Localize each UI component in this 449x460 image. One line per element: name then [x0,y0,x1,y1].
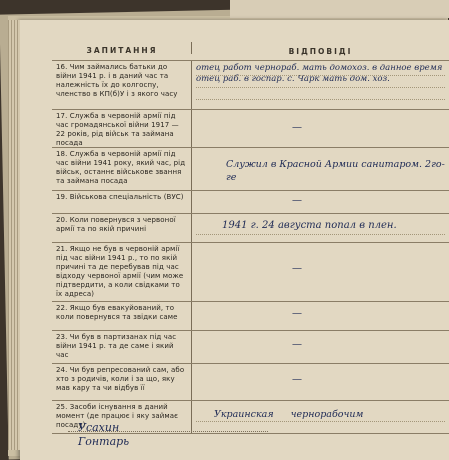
question-22: 22. Якщо був евакуйований, то коли повернувся та звідки саме [52,302,192,330]
answer-17 [192,110,449,147]
answer-24 [192,364,449,400]
question-20: 20. Коли повернувся з червоної армії та по якій причині [52,214,192,242]
questionnaire-table [52,42,449,434]
signature-name-2: Гонтарь [78,435,130,448]
next-page-edge [230,0,449,18]
answer-23 [192,331,449,363]
answer-23-text: — [292,339,302,350]
answer-18 [192,148,449,190]
table-row [52,61,449,110]
question-16: 16. Чим займались батьки до війни 1941 р. і в даний час та належність їх до колгоспу, членство в КП(б)У і з якого часу [52,61,192,109]
page-edges [8,20,20,450]
answer-16-text: отец работ чернораб. мать домохоз. в данное время отец раб. в госпар. с. Чарк мать дом. хоз. [196,63,443,84]
answer-24-text: — [292,374,302,385]
answer-22 [192,302,449,330]
table-row [52,148,449,191]
answer-19 [192,191,449,213]
table-row [52,243,449,302]
table-row [52,110,449,148]
table-row [52,191,449,214]
question-25: 25. Засоби існування в даний момент (де працює і яку займає посаду) [52,401,192,433]
question-21: 21. Якщо не був в червоній армії під час війни 1941 р., то по якій причині та де перебував під час відходу червоної армії (чим може підтвердити, а коли свідками то їх адреса) [52,243,192,301]
answer-25-text: Украинская чернорабочим [214,409,364,420]
answer-21 [192,243,449,301]
table-row [52,364,449,401]
answer-19-text: — [292,195,302,206]
answer-25 [192,401,449,433]
answer-17-text: — [292,122,302,133]
table-row [52,331,449,364]
table-row [52,302,449,331]
header-answers: ВІДПОВІДІ [288,47,353,56]
table-row [52,214,449,243]
answer-20-text: 1941 г. 24 августа попал в плен. [222,220,397,231]
header-questions: ЗАПИТАННЯ [52,42,192,54]
signature-name: Усахин [78,421,120,434]
answer-22-text: — [292,308,302,319]
answer-18-text: Служил в Красной Армии санитаром. 2го-ге [226,159,445,183]
question-19: 19. Військова спеціальність (ВУС) [52,191,192,213]
answer-20 [192,214,449,242]
question-23: 23. Чи був в партизанах під час війни 1941 р. та де саме і який час [52,331,192,363]
answer-21-text: — [292,263,302,274]
answer-16 [192,61,449,109]
question-18: 18. Служба в червоній армії під час війни 1941 року, який час, рід військ, останнє військове звання та займана посада [52,148,192,190]
question-17: 17. Служба в червоній армії під час громадянської війни 1917 — 22 років, рід військ та займана посада [52,110,192,147]
question-24: 24. Чи був репресований сам, або хто з родичів, коли і за що, яку мав кару та чи відбув її [52,364,192,400]
table-header [52,42,449,61]
